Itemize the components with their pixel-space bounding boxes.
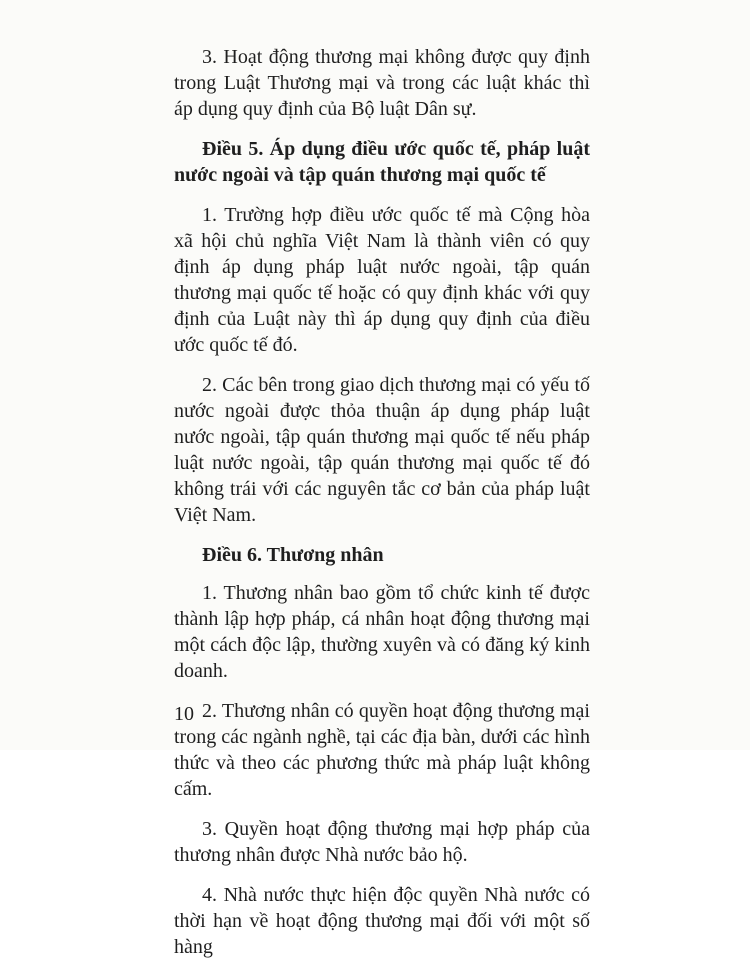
clause-paragraph: 1. Trường hợp điều ước quốc tế mà Cộng hòa xã hội chủ nghĩa Việt Nam là thành viên có quy định áp dụng pháp luật nước ngoài, tập quán thương mại quốc tế hoặc có quy định khác với quy định của Luật này thì áp dụng quy định của điều ước quốc tế đó.: [174, 204, 590, 356]
article-heading: Điều 6. Thương nhân: [202, 544, 384, 566]
clause-paragraph: 3. Quyền hoạt động thương mại hợp pháp của thương nhân được Nhà nước bảo hộ.: [174, 818, 590, 866]
clause-paragraph: 2. Các bên trong giao dịch thương mại có yếu tố nước ngoài được thỏa thuận áp dụng pháp luật nước ngoài, tập quán thương mại quốc tế nếu pháp luật nước ngoài, tập quán thương mại quốc tế đó không trái với các nguyên tắc cơ bản của pháp luật Việt Nam.: [174, 374, 590, 526]
article-heading: Điều 5. Áp dụng điều ước quốc tế, pháp luật nước ngoài và tập quán thương mại quốc tế: [174, 138, 590, 186]
clause-paragraph: 1. Thương nhân bao gồm tổ chức kinh tế được thành lập hợp pháp, cá nhân hoạt động thương mại một cách độc lập, thường xuyên và có đăng ký kinh doanh.: [174, 582, 590, 682]
clause-paragraph: 2. Thương nhân có quyền hoạt động thương mại trong các ngành nghề, tại các địa bàn, dưới các hình thức và theo các phương thức mà pháp luật không cấm.: [174, 700, 590, 800]
clause-paragraph: 4. Nhà nước thực hiện độc quyền Nhà nước có thời hạn về hoạt động thương mại đối với một số hàng: [174, 884, 590, 958]
page-body: [174, 44, 590, 974]
page-number: 10: [174, 703, 194, 725]
clause-paragraph: 3. Hoạt động thương mại không được quy định trong Luật Thương mại và trong các luật khác thì áp dụng quy định của Bộ luật Dân sự.: [174, 46, 590, 120]
